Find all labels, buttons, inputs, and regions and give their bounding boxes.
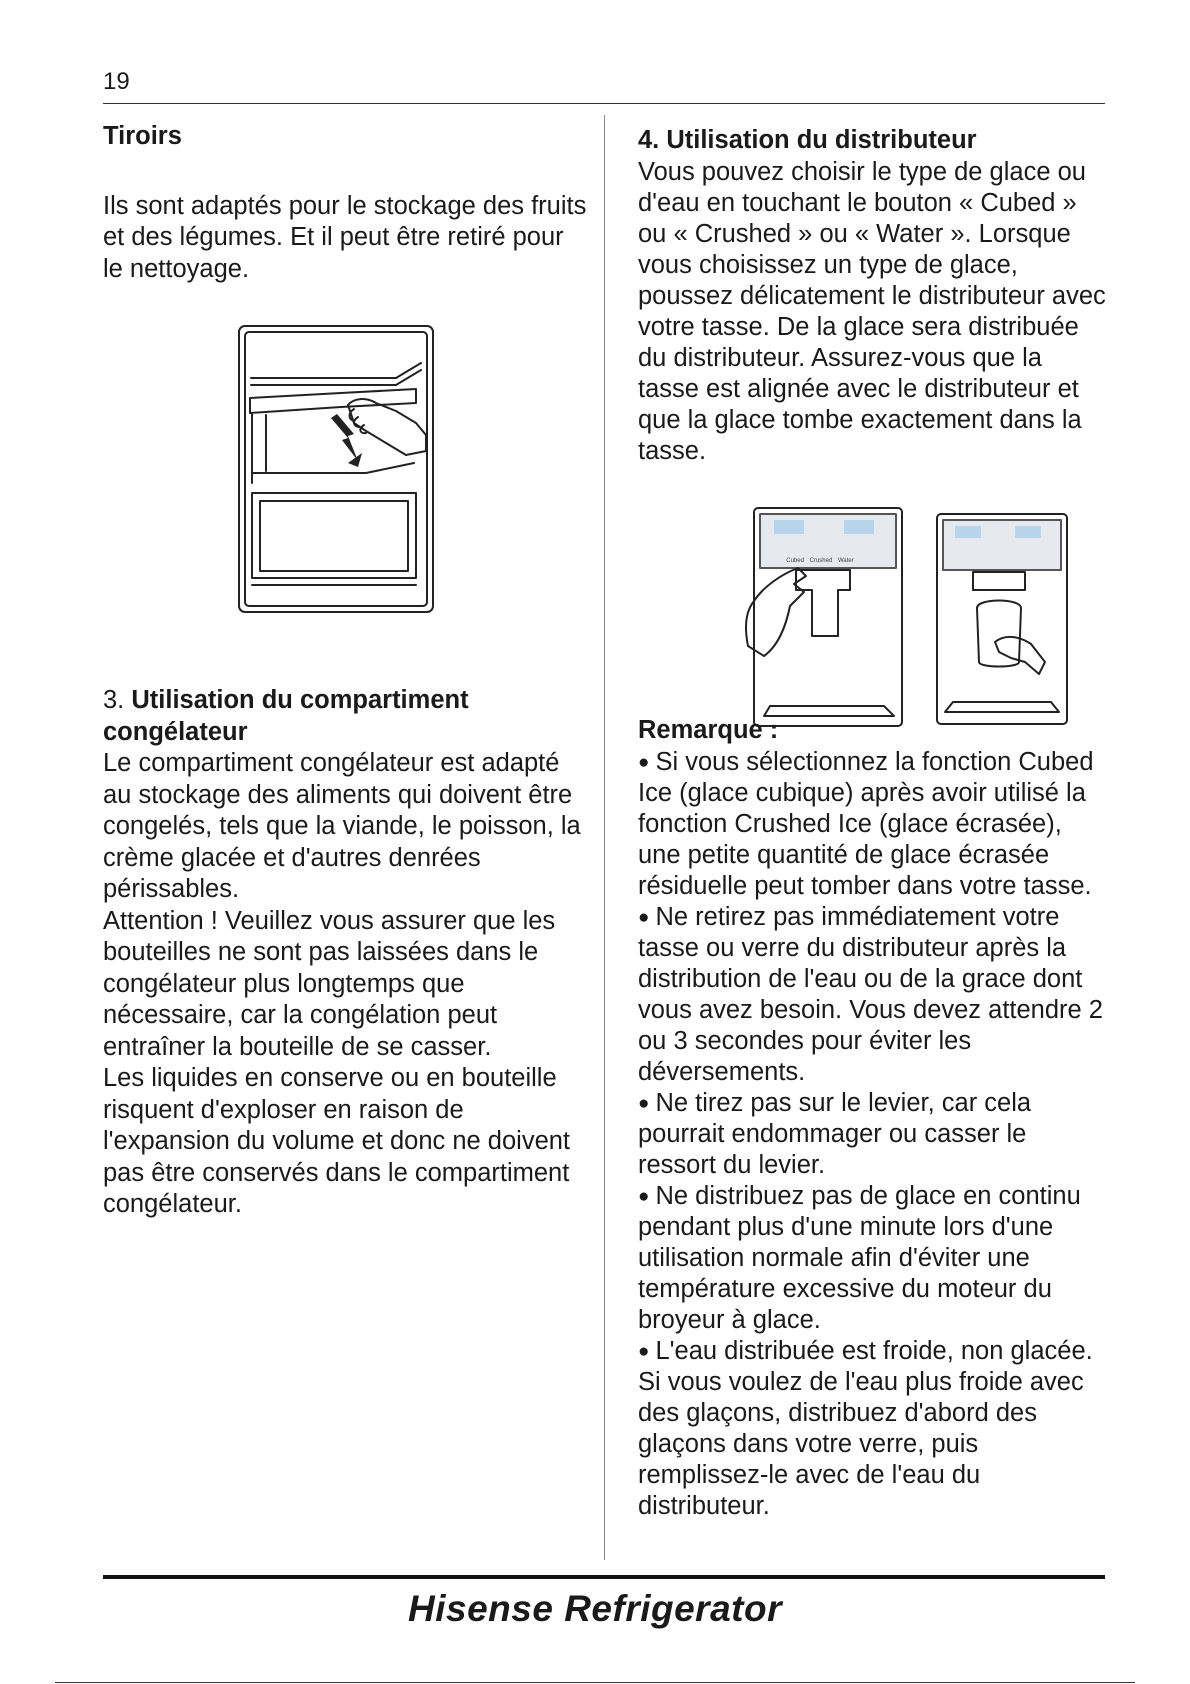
drawers-section (103, 121, 588, 285)
dispenser-text: Vous pouvez choisir le type de glace ou d'eau en touchant le bouton « Cubed » ou « Crushed » ou « Water ». Lorsque vous choisissez un type de glace, poussez délicatement le distributeur avec votre tasse. De la glace sera distribuée du distributeur. Assurez-vous que la tasse est alignée avec le distributeur et que la glace tombe exactement dans la tasse. (638, 157, 1106, 465)
svg-text:Cubed Crushed Water (786, 558, 854, 564)
note-bullet-5: ● L'eau distribuée est froide, non glacée. Si vous voulez de l'eau plus froide avec des glaçons, distribuez d'abord des glaçons dans votre verre, puis remplissez-le avec de l'eau du distributeur. (638, 1336, 1108, 1522)
drawer-removal-illustration (236, 323, 436, 615)
panel-label-cubed: Cubed (786, 558, 804, 564)
dispenser-heading: 4. Utilisation du distributeur (638, 126, 977, 154)
dispenser-section (638, 125, 1108, 467)
note-bullet-2: ● Ne retirez pas immédiatement votre tasse ou verre du distributeur après la distribution de l'eau ou de la grace dont vous avez besoin. Vous devez attendre 2 ou 3 secondes pour éviter les déversements. (638, 902, 1108, 1088)
freezer-paragraph-2: Attention ! Veuillez vous assurer que les bouteilles ne sont pas laissées dans le congélateur plus longtemps que nécessaire, car la congélation peut entraîner la bouteille de se casser. (103, 906, 556, 1061)
footer-brand: Hisense Refrigerator (408, 1588, 782, 1629)
header-divider (103, 103, 1105, 104)
note-bullet-4: ● Ne distribuez pas de glace en continu pendant plus d'une minute lors d'une utilisation normale afin d'éviter une température excessive du moteur du broyeur à glace. (638, 1181, 1108, 1336)
note-bullet-3: ● Ne tirez pas sur le levier, car cela pourrait endommager ou casser le ressort du levier. (638, 1088, 1108, 1181)
dispenser-touch-illustration (734, 506, 904, 728)
dispenser-cup-illustration (935, 512, 1069, 726)
note-section (638, 715, 1108, 1522)
freezer-paragraph-1: Le compartiment congélateur est adapté au stockage des aliments qui doivent être congelés, tels que la viande, le poisson, la crème glacée et d'autres denrées périssables. (103, 749, 581, 903)
note-heading: Remarque : (638, 716, 779, 744)
drawers-heading: Tiroirs (103, 122, 182, 150)
freezer-title: Utilisation du compartiment congélateur (103, 686, 469, 746)
page-bottom-rule (55, 1682, 1135, 1683)
freezer-heading (103, 685, 588, 748)
freezer-section (103, 685, 588, 1221)
freezer-number: 3. (103, 686, 125, 714)
panel-label-water: Water (837, 558, 854, 564)
freezer-paragraph-3: Les liquides en conserve ou en bouteille risquent d'exploser en raison de l'expansion du volume et donc ne doivent pas être conservés dans le compartiment congélateur. (103, 1064, 571, 1218)
footer-divider (103, 1575, 1105, 1579)
panel-label-crushed: Crushed (809, 558, 833, 564)
note-bullet-1: ● Si vous sélectionnez la fonction Cubed Ice (glace cubique) après avoir utilisé la fonction Crushed Ice (glace écrasée), une petite quantité de glace écrasée résiduelle peut tomber dans votre tasse. (638, 747, 1108, 902)
column-divider (604, 115, 605, 1560)
drawers-text: Ils sont adaptés pour le stockage des fruits et des légumes. Et il peut être retiré pour le nettoyage. (103, 191, 587, 283)
page-number: 19 (103, 68, 130, 95)
